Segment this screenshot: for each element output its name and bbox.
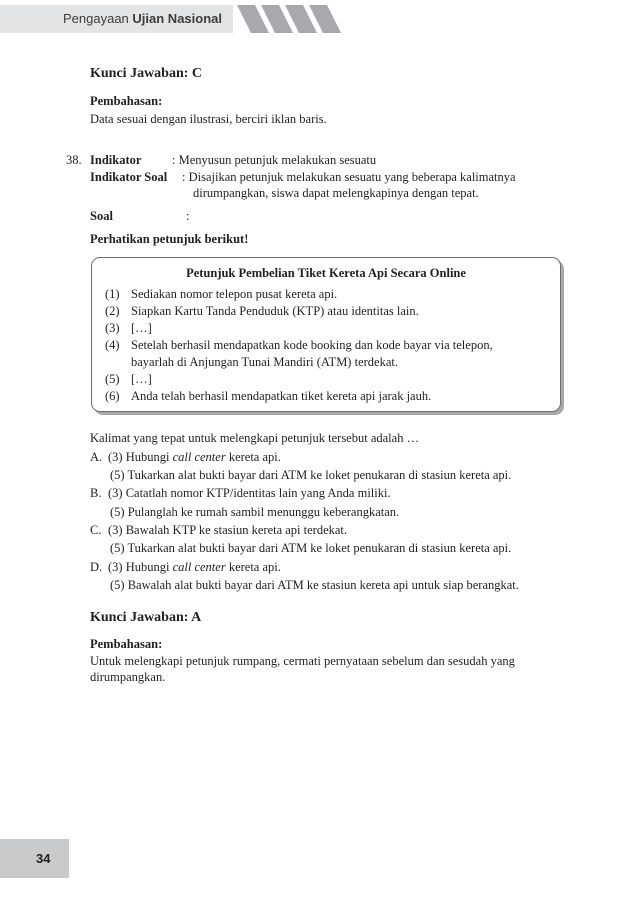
- option-c-line2: (5) Tukarkan alat bukti bayar dari ATM ke loket penukaran di stasiun kereta api.: [110, 541, 512, 555]
- header-title: Pengayaan Ujian Nasional: [63, 11, 222, 26]
- header-stripes: [233, 5, 353, 33]
- indikator-soal-label: Indikator Soal: [90, 170, 168, 184]
- indikator-text: : Menyusun petunjuk melakukan sesuatu: [172, 153, 377, 167]
- box-item: (4) Setelah berhasil mendapatkan kode booking dan kode bayar via telepon,: [105, 338, 493, 352]
- page-header: [0, 0, 638, 40]
- option-c[interactable]: C. (3) Bawalah KTP ke stasiun kereta api terdekat.: [90, 523, 348, 537]
- option-b[interactable]: B. (3) Catatlah nomor KTP/identitas lain yang Anda miliki.: [90, 486, 391, 500]
- page-number-box: [0, 839, 69, 878]
- box-item: (6) Anda telah berhasil mendapatkan tiket kereta api jarak jauh.: [105, 389, 432, 403]
- option-a-line2: (5) Tukarkan alat bukti bayar dari ATM ke loket penukaran di stasiun kereta api.: [110, 468, 512, 482]
- box-item: (5) […]: [105, 372, 152, 386]
- prev-discussion-text: Data sesuai dengan ilustrasi, berciri iklan baris.: [90, 112, 327, 126]
- question-number: 38.: [66, 153, 82, 167]
- indikator-soal-text-cont: dirumpangkan, siswa dapat melengkapinya dengan tepat.: [193, 186, 479, 200]
- box-title: Petunjuk Pembelian Tiket Kereta Api Secara Online: [186, 266, 466, 280]
- prev-discussion-label: Pembahasan:: [90, 94, 163, 108]
- option-d-line2: (5) Bawalah alat bukti bayar dari ATM ke stasiun kereta api untuk siap berangkat.: [110, 578, 519, 592]
- box-item: bayarlah di Anjungan Tunai Mandiri (ATM) terdekat.: [131, 355, 398, 369]
- option-b-line2: (5) Pulanglah ke rumah sambil menunggu keberangkatan.: [110, 505, 400, 519]
- indikator-label: Indikator: [90, 153, 142, 167]
- soal-colon: :: [186, 209, 190, 223]
- indikator-soal-text: : Disajikan petunjuk melakukan sesuatu yang beberapa kalimatnya: [182, 170, 516, 184]
- option-d[interactable]: D. (3) Hubungi call center kereta api.: [90, 560, 281, 574]
- box-item: (3) […]: [105, 321, 152, 335]
- discussion-text: Untuk melengkapi petunjuk rumpang, cermati pernyataan sebelum dan sesudah yang: [90, 654, 515, 668]
- page-number: 34: [36, 851, 51, 866]
- prev-answer-key: Kunci Jawaban: C: [90, 66, 203, 81]
- instruction-box: [91, 257, 561, 412]
- discussion-text-cont: dirumpangkan.: [90, 670, 166, 684]
- soal-label: Soal: [90, 209, 113, 223]
- answer-key: Kunci Jawaban: A: [90, 610, 202, 625]
- option-a[interactable]: A. (3) Hubungi call center kereta api.: [90, 450, 281, 464]
- box-item: (2) Siapkan Kartu Tanda Penduduk (KTP) atau identitas lain.: [105, 304, 419, 318]
- box-item: (1) Sediakan nomor telepon pusat kereta api.: [105, 287, 338, 301]
- instruction: Perhatikan petunjuk berikut!: [90, 232, 249, 246]
- question-stem: Kalimat yang tepat untuk melengkapi petunjuk tersebut adalah …: [90, 431, 420, 445]
- discussion-label: Pembahasan:: [90, 637, 163, 651]
